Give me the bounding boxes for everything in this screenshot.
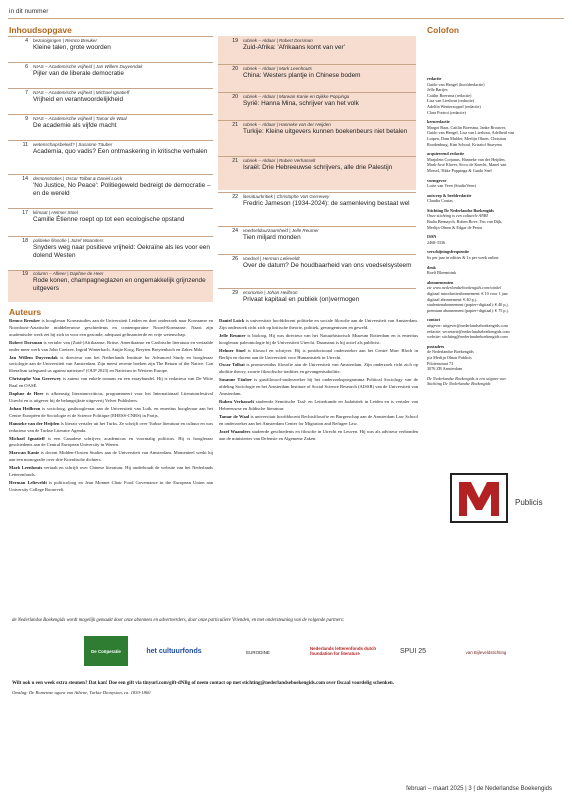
cover-credit: Omslag: De Romeinse agora van Athene, Turkse Dionysion, ca. 1830-1860 [12, 690, 151, 695]
toc-title: De academie als vijfde macht [33, 122, 117, 129]
auteurs-title: Auteurs [9, 307, 42, 317]
toc-page-number: 6 [25, 64, 28, 70]
toc-entry[interactable] [8, 64, 213, 88]
toc-divider [218, 120, 416, 121]
toc-title: Zuid-Afrika: 'Afrikaans komt van ver' [243, 44, 345, 51]
toc-author: politieke filosofie | Jozef Waanders [33, 238, 104, 243]
toc-page-number: 4 [25, 38, 28, 44]
toc-divider [218, 288, 416, 289]
toc-page-number: 21 [232, 122, 238, 128]
toc-entry[interactable] [8, 176, 213, 206]
colofon-block: acquirerend redactie Marjolein Corjanus, Hanneke van der Heijden, Mark-José Klaver, Sicco de Knecht, Manel van Morsel, Tikke Poppinga & Guido Snel [427, 151, 507, 173]
toc-page-number: 19 [22, 271, 28, 277]
toc-page-number: 21 [232, 158, 238, 164]
toc-entry[interactable] [8, 210, 213, 234]
author-bio: Robert Dorsman is vertaler van (Zuid-)Afrikaanse, Britse, Amerikaanse en Caribische literatuur en vertaalde onder meer werk van John Coetzee, Ingrid Winterbach, Antjie Krog, Breyten Breytenbach en Zakes Mda. [9, 339, 213, 352]
toc-entry[interactable] [8, 142, 213, 172]
sponsor-logo-cultuurfonds[interactable]: het cultuurfonds [146, 647, 202, 655]
toc-author: bezuinigingen | Remco Breuker [33, 38, 98, 43]
colofon-block: De Nederlandse Boekengids is een uitgave van Stichting De Nederlandse Boekengids [427, 375, 506, 387]
toc-entry[interactable] [8, 116, 213, 140]
donation-call: Wilt ook u een week extra steunen? Dat kan! Doe een gift via tinyurl.com/gift-dNBg of neem contact op met stichting@nederlandseboekengids.com over fiscaal voordelig schenken. [12, 681, 394, 686]
colofon-block: abonnementen zie www.nederlandseboekengids.com/winkel digitaal introductieabonnement: € 10 voor 1 jaar digitaal abonnement: € 40 p.j. studentenabonnement (papier+digitaal): € 40 p.j. premium abonnement (papier+digitaal): € 75 p.j. [427, 279, 509, 313]
sponsor-logos [12, 634, 560, 674]
toc-right [218, 36, 416, 302]
toc-author: demonstraties | Oscar Tolbat & Daniel Loick [33, 176, 123, 181]
toc-title: Over de datum? De houdbaarheid van ons voedselsysteem [243, 262, 412, 269]
toc-title: Israël: Drie Hebreeuwse schrijvers, alle drie Palestijn [243, 164, 393, 171]
toc-page-number: 11 [22, 142, 28, 148]
toc-title: Tien miljard monden [243, 234, 301, 241]
toc-author: voedsel | Herman Lelieveldt [243, 256, 300, 261]
toc-divider [218, 92, 416, 93]
colofon-block: Stichting De Nederlandse Boekengids Onze stichting is een culturele ANBI Badia Bennaych, Ruben Bove, Yus van Dijk, Merlijn Olnon & Edgar de Peron [427, 207, 503, 230]
toc-page-number: 14 [22, 176, 28, 182]
toc-author: klimaat | Helmer Stoel [33, 210, 78, 215]
toc-author: rubriek – Aldaar | Hanneke van der Heijden [243, 122, 331, 127]
toc-title: Turkije: Kleine uitgevers kunnen boekenbeurs niet betalen [243, 128, 408, 135]
sponsor-logo-spui25[interactable]: SPUI 25 [399, 647, 427, 655]
toc-author: economie | Johan Heilbron [243, 290, 298, 295]
toc-page-number: 20 [232, 66, 238, 72]
sponsor-logo-letterenfonds[interactable]: Nederlands letterenfonds dutch foundation for literature [310, 646, 377, 656]
author-bio: Tamar de Waal is universitair hoofddocent Rechtsfilosofie en Burgerschap aan de Amsterdam Law School en onderzoeker aan het Amsterdam Center for Migration and Refugee Law. [219, 413, 418, 426]
toc-divider [218, 192, 416, 193]
toc-author: NIAS – Academische vrijheid | Jan Willem Duyvendak [33, 64, 143, 69]
author-bio: Remco Breuker is hoogleraar Koreastudies aan de Universiteit Leiden en doet onderzoek naar Koreaanse en Noordoost-Aziatische middeleeuwse geschiedenis en contemporaine Noord-Koreaanse. Naast zijn academische werk zet hij zich in voor een gezonde, adequaat gefinancierde en vrije wetenschap. [9, 318, 213, 337]
toc-page-number: 22 [232, 194, 238, 200]
page-footer [12, 782, 572, 800]
author-bio: Michael Ignatieff is een Canadese schrijver, academicus en voormalig politicus. Hij is hoogleraar geschiedenis aan de Central European University in Wenen. [9, 435, 213, 448]
header-rule [8, 18, 564, 19]
toc-title: Rode konen, champagneglazen en ongemakkelijk grijnzende uitgevers [33, 277, 206, 293]
toc-entry[interactable] [218, 290, 416, 314]
toc-author: literatuurkritiek | Christophe Van Gerrewey [243, 194, 330, 199]
toc-author: wetenschapsbeleid? | Susanne Täuber [33, 142, 113, 147]
colofon-block: postadres de Nederlandse Boekengids p/a Merlijn Olnon Publicis Pilotenstraat 73 3076 ZB Amsterdam [427, 343, 474, 372]
toc-left [8, 36, 213, 302]
toc-entry[interactable] [8, 238, 213, 268]
section-label: in dit nummer [9, 8, 49, 15]
author-bio: Christophe Van Gerrewey is auteur van enkele romans en een essaybundel. Hij is redacteur van De Witte Raaf en OASE. [9, 376, 213, 389]
toc-author: rubriek – Aldaar | Mark Leenhouts [243, 66, 312, 71]
toc-author: rubriek – Aldaar | Marwan Kanie en Djikke Poppinga [243, 94, 350, 99]
toc-entry[interactable] [218, 122, 416, 154]
toc-page-number: 17 [22, 210, 28, 216]
author-bio: Daniel Loick is universitair hoofddocent politieke en sociale filosofie aan de Universiteit van Amsterdam. Zijn onderzoek richt zich op kritische theorie, politiek, gevangenissen en geweld. [219, 318, 418, 330]
toc-title: Academia, quo vadis? Een ontmaskering in kritische verhalen [33, 148, 208, 155]
toc-divider [8, 114, 213, 115]
author-bio: Hanneke van der Heijden is literair vertaler uit het Turks. Ze schrijft over Turkse literatuur en cultuur en was redacteur van de Turkse Literaire Agenda. [9, 420, 213, 433]
author-bio: Johan Heilbron is socioloog, gasthoogleraar aan de Universiteit van Luik, en emeritus hoogleraar aan het Centre Européen de Sociologie et de Science Politique (EHESS-CNRS) in Parijs. [9, 405, 213, 418]
toc-page-number: 24 [232, 228, 238, 234]
sponsor-logo-bijleveld[interactable]: van Bijleveldstichting [465, 649, 507, 655]
toc-entry[interactable] [8, 38, 213, 62]
toc-title: Kleine talen, grote woorden [33, 44, 111, 51]
toc-entry[interactable] [218, 158, 416, 188]
toc-title: Pijler van de liberale democratie [33, 70, 124, 77]
toc-divider [8, 62, 213, 63]
toc-page-number: 7 [25, 90, 28, 96]
page-header [0, 0, 572, 18]
colofon-block: redactie Guido van Hengel (hoofdredactie) Jelle Bartjes Caitlin Boersma (redactie) Lisa van Lieshout (redactie) Adelfia Wenterzoppel (redactie) Clara Portroi (redactie) [427, 76, 485, 115]
toc-page-number: 26 [232, 256, 238, 262]
toc-entry[interactable] [8, 90, 213, 114]
colofon-block: verschijningsfrequentie 6x per jaar in edities & 1x per week online [427, 249, 499, 261]
publicis-m-icon [449, 472, 509, 524]
colofon-column [427, 76, 561, 391]
toc-divider [218, 226, 416, 227]
toc-author: NIAS – Academische vrijheid | Michael Ignatieff [33, 90, 130, 95]
sponsor-logo-cooperatie[interactable]: De Coöperatie [84, 636, 128, 666]
toc-title: Privaat kapitaal en publiek (on)vermogen [243, 296, 360, 303]
author-bio: Jan Willem Duyvendak is directeur van het Netherlands Institute for Advanced Study en hoogleraar sociologie aan de Universiteit van Amsterdam. Zijn meest recente boeken zijn The Return of the Native. Can liberalism safeguard us against nativism? (OUP 2023) en Nativism in Western Europe. [9, 354, 213, 374]
toc-divider [8, 208, 213, 209]
inhoud-title: Inhoudsopgave [9, 25, 72, 35]
toc-title: Syrië: Hanna Mina, schrijver van het volk [243, 100, 359, 107]
toc-divider [8, 140, 213, 141]
sponsor-logo-eurodine[interactable]: EURODINE [246, 649, 270, 655]
toc-title: China: Westers plantje in Chinese bodem [243, 72, 361, 79]
colofon-title: Colofon [427, 25, 460, 35]
toc-author: rubriek – Aldaar | Ruben Verhasselt [243, 158, 316, 163]
auteurs-column-1 [9, 318, 213, 614]
toc-title: Camille Étienne roept op tot een ecologische opstand [33, 216, 185, 223]
toc-page-number: 9 [25, 116, 28, 122]
toc-title: 'No Justice, No Peace': Politiegeweld bedreigt de democratie – en de wereld [33, 182, 211, 198]
footer-text: februari – maart 2025 | 3 | de Nederlandse Boekengids [406, 786, 552, 792]
colofon-block: ontwerp & beeldredactie Claudia Coutas [427, 192, 472, 204]
author-bio: Mark Leenhouts vertaalt en schrijft over Chinese literatuur. Hij onderhoudt de website van het Nederlands Letterenfonds. [9, 465, 213, 478]
author-bio: Jozef Waanders studeerde geschiedenis en filosofie in Utrecht en Leuven. Hij was als adviseur verbonden aan de ministeries van Defensie en Algemene Zaken. [219, 428, 418, 441]
auteurs-column-2 [219, 318, 418, 614]
colofon-block: ISSN 2468-3336 [427, 234, 446, 245]
toc-entry[interactable] [218, 38, 416, 64]
toc-page-number: 18 [22, 238, 28, 244]
author-bio: Oscar Tolbat is promovendus filosofie aan de Universiteit van Amsterdam. Zijn onderzoek richt zich op abolitie theory, zwarte filosofische tradities en gevangenisabolitie. [219, 362, 418, 375]
author-bio: Ruben Verhasselt studeerde Semitische Taal- en Letterkunde en Judaïstiek in Leiden en is vertaler van Hebreeuwse en Jiddische literatuur. [219, 398, 418, 411]
author-bio: Daphne de Heer is afkomstig literatuurcriticus, programmeert voor het Internationaal Literatuurfestival Utrecht en is uitgever bij de belangrijkste uitgeverij Velvet Publishers. [9, 391, 213, 403]
toc-entry[interactable] [218, 194, 416, 224]
author-bio: Helmer Stoel is filosoof en schrijver. Hij is postdoctoraal onderzoeker aan het Centre Marc Bloch in Berlijn en docent aan de Universiteit voor Humanistiek in Utrecht. [219, 347, 418, 360]
toc-page-number: 20 [232, 94, 238, 100]
author-bio: Herman Lelieveldt is politicoloog en Jean Monnet Chair Food Governance in the European Union aan University College Roosevelt. [9, 479, 213, 492]
toc-author: rubriek – Aldaar | Robert Dorsman [243, 38, 313, 43]
publicis-wordmark: Publicis [515, 498, 543, 507]
toc-page-number: 29 [232, 290, 238, 296]
toc-divider [218, 156, 416, 157]
colofon-block: druk Roeli Bloemtrink [427, 264, 457, 276]
toc-title: Fredric Jameson (1934-2024): de samenleving bestaat wel [243, 200, 410, 207]
toc-divider [218, 64, 416, 65]
toc-entry[interactable] [218, 256, 416, 286]
author-bio: Jelle Reumer is bioloog. Hij was directeur van het Natuurhistorisch Museum Rotterdam en is emeritus hoogleraar paleontologie bij de Universiteit Utrecht. Daarnaast is hij actief als publicist. [219, 332, 418, 345]
toc-divider [8, 88, 213, 89]
author-bio: Susanne Täuber is gastfilosoof-onderzoeker bij het onderzoeksprogramma Political Sociology van de afdeling Sociologie en het Amsterdam Institute of Social Science Research (AISSR) van de Universiteit van Amsterdam. [219, 377, 418, 397]
toc-author: NIAS – Academische vrijheid | Tamar de Waal [33, 116, 127, 121]
author-bio: Marwan Kanie is docent Midden-Oosten Studies aan de Universiteit van Amsterdam. Momenteel werkt hij aan een monografie over drie Koerdische dichters. [9, 450, 213, 463]
toc-entry-highlighted[interactable] [8, 271, 213, 302]
toc-author: voedselduurzaamheid | Jelle Reumer [243, 228, 319, 233]
colofon-block: contact uitgever: uitgever@nederlandseboekengids.com redactie: secretarie@nederlandseboekengids.com website: stichting@nederlandseboekengids.com [427, 317, 510, 340]
toc-divider [8, 36, 213, 37]
toc-entry[interactable] [218, 94, 416, 120]
toc-page-number: 19 [232, 38, 238, 44]
publicis-logo [449, 472, 509, 524]
toc-divider [8, 236, 213, 237]
toc-entry[interactable] [218, 228, 416, 252]
colofon-block: vormgever Luise van Veen (StudioVeen) [427, 177, 476, 189]
toc-title: Snyders weg naar positieve vrijheid: Oekraïne als les voor een dolend Westen [33, 244, 210, 260]
toc-divider [8, 174, 213, 175]
toc-author: column – Afkeer | Daphne de Heer [33, 271, 104, 276]
toc-title: Vrijheid en verantwoordelijkheid [33, 96, 123, 103]
toc-divider [218, 254, 416, 255]
sponsors-intro: de Nederlandse Boekengids wordt mogelijk gemaakt door onze abonnees en adverteerders, door onze particuliere Vrienden, en met ondersteuning van de volgende partners: [12, 618, 345, 623]
colofon-block: kernredactie Margot Baas, Caitlin Boersma, Janke Brouwer, Guido van Hengel, Lisa van Lieshout, Adelheid van Luipen, Dam Mulder, Merlijn Olnon, Christian Roodenburg, Kim Schouf, Krisztof Stueyens [427, 119, 515, 147]
toc-entry[interactable] [218, 66, 416, 92]
